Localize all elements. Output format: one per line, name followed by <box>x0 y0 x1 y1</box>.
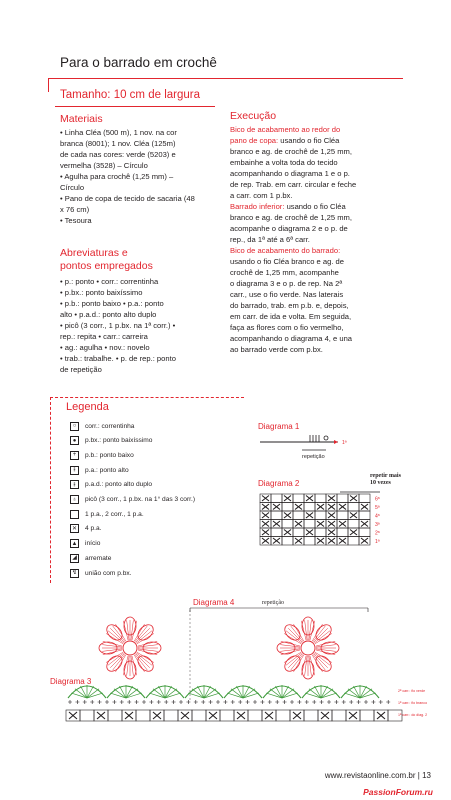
sc-mark <box>157 700 161 704</box>
cross-mark <box>317 538 324 544</box>
flower-stitch <box>138 650 157 655</box>
cross-mark <box>273 521 280 527</box>
abbreviations-list <box>60 276 232 375</box>
cross-mark <box>295 504 302 510</box>
grid-cell <box>271 494 282 503</box>
abbreviations-heading <box>60 247 153 273</box>
band-cell <box>304 710 318 721</box>
flower-stitch <box>301 621 306 640</box>
list-item: • p.: ponto • corr.: correntinha <box>60 277 159 286</box>
execution-line: em carr. de ida e volta. Em seguida, <box>230 312 352 321</box>
cross-mark <box>181 712 189 719</box>
sc-mark <box>179 700 183 704</box>
watermark: PassionForum.ru <box>363 787 433 797</box>
legend-item <box>70 479 152 491</box>
cross-mark <box>361 521 368 527</box>
legend-item <box>70 494 195 506</box>
band-cell <box>136 710 150 721</box>
sc-mark <box>194 700 198 704</box>
execution-line: faça as flores com o fio vermelho, <box>230 323 344 332</box>
execution-line: do barrado, trab. em p.b. e, depois, <box>230 301 349 310</box>
flower-stitch <box>280 645 300 647</box>
abbreviations-heading-line2: pontos empregados <box>60 260 153 272</box>
execution-line: acompanhando o diagrama 1 e o p. <box>230 169 350 178</box>
cross-mark <box>339 521 346 527</box>
sc-mark <box>357 700 361 704</box>
cross-mark <box>262 530 269 536</box>
band-cell <box>164 710 178 721</box>
diagram-2-repeat-line2: 10 vezes <box>370 480 391 486</box>
list-item: Círculo <box>60 183 85 192</box>
sc-mark <box>120 700 124 704</box>
legend-item-label: picô (3 corr., 1 p.bx. na 1° das 3 corr.) <box>85 496 196 503</box>
sc-mark <box>186 700 190 704</box>
scallop-stitch <box>75 689 87 698</box>
execution-subheading: Barrado inferior: <box>230 202 285 211</box>
execution-line: pano de copa: usando o fio Cléa <box>230 136 340 145</box>
footer-site[interactable]: www.revistaonline.com.br <box>324 771 416 780</box>
chain-symbol-icon: ○ <box>70 422 79 431</box>
sc-mark <box>90 700 94 704</box>
cross-mark <box>273 504 280 510</box>
grid-cell <box>271 511 282 520</box>
sc-mark <box>112 700 116 704</box>
page-number: 13 <box>422 771 431 780</box>
cross-mark <box>349 712 357 719</box>
cross-mark <box>265 712 273 719</box>
sc-mark <box>386 700 390 704</box>
grid-cell <box>337 511 348 520</box>
legend-item-label: início <box>85 540 101 548</box>
diagram-4-label: Diagrama 4 <box>193 598 235 607</box>
legend-item <box>70 435 152 447</box>
grid-cell <box>282 537 293 546</box>
scallop-stitch <box>309 689 321 698</box>
double-crochet-symbol-icon: ⫲ <box>70 466 79 475</box>
sc-mark <box>209 700 213 704</box>
scallop-stitch <box>348 689 360 698</box>
grid-cell <box>337 494 348 503</box>
sc-mark <box>312 700 316 704</box>
scallop-stitch <box>165 689 177 698</box>
flower-stitch <box>131 620 133 640</box>
flower-center <box>123 641 137 655</box>
band-cell <box>248 710 262 721</box>
flower-stitch <box>281 650 300 655</box>
row-label: 1ª <box>375 539 380 545</box>
list-item: • ag.: agulha • nov.: novelo <box>60 343 150 352</box>
sc-mark <box>371 700 375 704</box>
flower-stitch <box>316 649 336 651</box>
list-item: de repetição <box>60 365 102 374</box>
row-label: 6ª <box>375 496 380 503</box>
scallop-stitch <box>360 689 372 698</box>
cross-mark <box>377 712 385 719</box>
diagram-1-repeat-label: repetição <box>302 454 325 460</box>
materials-heading: Materiais <box>60 113 103 125</box>
execution-subheading: pano de copa: <box>230 136 279 145</box>
legend-item <box>70 567 132 579</box>
scallop-stitch <box>204 689 216 698</box>
legend-item <box>70 538 100 550</box>
cross-mark <box>361 538 368 544</box>
sc-mark <box>201 700 205 704</box>
picot-symbol-icon: ♁ <box>70 495 79 504</box>
execution-line: acompanhando o diagrama 4, e una <box>230 334 353 343</box>
legend-title: Legenda <box>66 401 109 413</box>
list-item: • Linha Cléa (500 m), 1 nov. na cor <box>60 128 177 137</box>
list-item: x 76 cm) <box>60 205 90 214</box>
cross-mark <box>262 513 269 519</box>
legend-item <box>70 523 102 535</box>
grid-cell <box>293 511 304 520</box>
sc-mark <box>334 700 338 704</box>
legend-item-label: p.b.: ponto baixo <box>85 451 134 459</box>
list-item: • Agulha para crochê (1,25 mm) – <box>60 172 174 181</box>
scallop-stitch <box>282 689 294 698</box>
sc-mark <box>327 700 331 704</box>
sc-mark <box>349 700 353 704</box>
execution-line: rep., da 1ª até a 6ª carr. <box>230 235 310 244</box>
flower-stitch <box>305 656 307 676</box>
row-label: 4ª <box>375 513 380 520</box>
cross-mark <box>339 538 346 544</box>
flower-stitch <box>131 656 133 676</box>
band-cell <box>108 710 122 721</box>
finish-symbol-icon: ◢ <box>70 554 79 563</box>
cross-mark <box>321 712 329 719</box>
grid-cell <box>315 528 326 537</box>
cross-mark <box>295 521 302 527</box>
legend-item <box>70 420 134 432</box>
cross-mark <box>209 712 217 719</box>
cross-mark <box>306 496 313 502</box>
scallop-stitch <box>243 689 255 698</box>
band-cell <box>332 710 346 721</box>
sc-mark <box>320 700 324 704</box>
sc-mark <box>223 700 227 704</box>
row-label: 2ª <box>375 530 380 537</box>
diagram-2-repeat-note <box>370 473 401 487</box>
flower-stitch <box>301 656 306 675</box>
execution-heading: Execução <box>230 110 277 122</box>
sc-mark <box>135 700 139 704</box>
sc-mark <box>238 700 242 704</box>
grid-cell <box>282 520 293 529</box>
list-item: • p.b.: ponto baixo • p.a.: ponto <box>60 299 164 308</box>
diagram-4-repeat-label: repetição <box>262 600 284 606</box>
diagram-1-chart <box>258 432 358 462</box>
execution-line: Bico de acabamento do barrado: <box>230 246 341 255</box>
flower-stitch <box>127 656 129 676</box>
cross-mark <box>125 712 133 719</box>
legend-item-label: 1 p.a., 2 corr., 1 p.a. <box>85 510 144 518</box>
page-title: Para o barrado em crochê <box>60 55 217 70</box>
flower-stitch <box>103 650 122 655</box>
open-mesh-symbol-icon <box>70 510 79 519</box>
flower-stitch <box>102 649 122 651</box>
cross-mark <box>328 504 335 510</box>
list-item: branca (8001); 1 nov. Cléa (125m) <box>60 139 176 148</box>
execution-text <box>230 124 410 355</box>
band-cell <box>276 710 290 721</box>
flower-stitch <box>138 645 158 647</box>
cross-mark <box>328 530 335 536</box>
diagram-1-row-label: 1ª <box>342 440 347 446</box>
scallop-stitch <box>321 689 333 698</box>
cross-mark <box>317 521 324 527</box>
sc-mark <box>342 700 346 704</box>
cross-mark <box>317 504 324 510</box>
list-item: vermelha (3528) – Círculo <box>60 161 148 170</box>
flower-stitch <box>309 656 311 676</box>
grid-cell <box>282 503 293 512</box>
list-item: • Pano de copa de tecido de sacaria (48 <box>60 194 195 203</box>
cross-mark <box>237 712 245 719</box>
sc-mark <box>253 700 257 704</box>
sc-mark <box>68 700 72 704</box>
list-item: alto • p.a.d.: ponto alto duplo <box>60 310 157 319</box>
grid-cell <box>348 537 359 546</box>
band-cell <box>80 710 94 721</box>
flower-stitch <box>103 641 122 646</box>
grid-cell <box>348 520 359 529</box>
cross-mark <box>153 712 161 719</box>
sc-mark <box>142 700 146 704</box>
legend-item-label: união com p.bx. <box>85 569 132 577</box>
cross-mark <box>69 712 77 719</box>
flower-stitch <box>127 620 129 640</box>
flower-stitch <box>102 645 122 647</box>
grid-cell <box>337 528 348 537</box>
band-cell <box>360 710 374 721</box>
sc-mark <box>297 700 301 704</box>
grid-cell <box>293 494 304 503</box>
cross-mark <box>328 521 335 527</box>
cross-mark <box>97 712 105 719</box>
sc-mark <box>268 700 272 704</box>
flower-stitch <box>132 656 137 675</box>
grid-cell <box>304 537 315 546</box>
title-divider <box>48 78 403 79</box>
cross-mark <box>350 530 357 536</box>
scallop-stitch <box>153 689 165 698</box>
cross-mark <box>262 496 269 502</box>
execution-line: de rep. Trab. em carr. circular e feche <box>230 180 357 189</box>
flower-stitch <box>316 645 336 647</box>
sc-mark <box>379 700 383 704</box>
cross-mark <box>262 521 269 527</box>
sc-mark <box>75 700 79 704</box>
grid-cell <box>293 528 304 537</box>
sc-mark <box>246 700 250 704</box>
band-cell <box>220 710 234 721</box>
execution-line: branco e ag. de crochê de 1,25 mm, <box>230 147 352 156</box>
slip-stitch-symbol-icon: ● <box>70 436 79 445</box>
size-heading: Tamanho: 10 cm de largura <box>60 89 200 101</box>
sc-mark <box>231 700 235 704</box>
flower-stitch <box>309 620 311 640</box>
execution-line: Bico de acabamento ao redor do <box>230 125 341 134</box>
scallop-stitch <box>192 689 204 698</box>
sc-mark <box>149 700 153 704</box>
execution-line: carr., use o fio verde. Nas laterais <box>230 290 344 299</box>
legend-item-label: corr.: correntinha <box>85 422 135 430</box>
scallop-stitch <box>231 689 243 698</box>
sc-mark <box>172 700 176 704</box>
row-label: 2ª carr.: fio verde <box>398 689 426 693</box>
legend-item-label: p.a.: ponto alto <box>85 466 129 474</box>
grid-cell <box>315 511 326 520</box>
diagram-2-repeat-line1: repetir mais <box>370 473 401 479</box>
sc-mark <box>127 700 131 704</box>
footer-separator: | <box>417 771 423 780</box>
cross-mark <box>273 538 280 544</box>
grid-cell <box>304 520 315 529</box>
repeat-bracket <box>190 608 368 612</box>
flower-stitch <box>132 621 137 640</box>
diagram-2-chart <box>258 490 418 550</box>
sc-mark <box>216 700 220 704</box>
list-item: de cada nas cores: verde (5203) e <box>60 150 176 159</box>
sc-mark <box>105 700 109 704</box>
legend-item <box>70 552 111 564</box>
scallop-stitch <box>87 689 99 698</box>
execution-line: acompanhe o diagrama 2 e o p. de <box>230 224 348 233</box>
title-divider-tick <box>48 78 49 92</box>
flower-stitch <box>281 641 300 646</box>
legend-item-label: 4 p.a. <box>85 525 102 533</box>
sc-mark <box>305 700 309 704</box>
legend-item-label: p.a.d.: ponto alto duplo <box>85 481 153 489</box>
scallop-stitch <box>270 689 282 698</box>
scallop-stitch <box>126 689 138 698</box>
grid-cell <box>359 511 370 520</box>
execution-line: branco e ag. de crochê de 1,25 mm, <box>230 213 352 222</box>
flower-stitch <box>316 641 335 646</box>
grid-cell <box>304 503 315 512</box>
cross-mark <box>262 504 269 510</box>
cross-mark <box>306 513 313 519</box>
flower-stitch <box>138 641 157 646</box>
legend-item <box>70 508 144 520</box>
execution-line: crochê de 1,25 mm, acompanhe <box>230 268 339 277</box>
execution-line: ao barrado verde com p.bx. <box>230 345 323 354</box>
cross-mark <box>295 538 302 544</box>
flower-center <box>301 641 315 655</box>
row-label: 3ª <box>375 522 380 528</box>
cross-mark <box>284 513 291 519</box>
legend-item <box>70 449 134 461</box>
row-label: 1ª carr.: do diag. 2 <box>398 713 428 717</box>
flower-stitch <box>123 621 128 640</box>
band-cell <box>192 710 206 721</box>
sc-mark <box>275 700 279 704</box>
single-crochet-symbol-icon: + <box>70 451 79 460</box>
legend-item-label: arremate <box>85 554 112 562</box>
scallop-stitch <box>114 689 126 698</box>
cross-mark <box>262 538 269 544</box>
cross-mark <box>350 513 357 519</box>
cross-mark <box>339 504 346 510</box>
flower-stitch <box>316 650 335 655</box>
cross-mark <box>361 504 368 510</box>
join-symbol-icon: ↯ <box>71 570 78 576</box>
sc-mark <box>98 700 102 704</box>
list-item: • Tesoura <box>60 216 92 225</box>
cross-mark <box>306 530 313 536</box>
flower-stitch <box>310 621 315 640</box>
flower-stitch <box>305 620 307 640</box>
diagram-3-4-chart <box>60 606 430 736</box>
cross-mark <box>293 712 301 719</box>
start-symbol-icon: ▲ <box>71 540 78 547</box>
grid-cell <box>271 528 282 537</box>
list-item: rep.: repita • carr.: carreira <box>60 332 148 341</box>
execution-line: a carr. com 1 p.bx. <box>230 191 293 200</box>
size-underline <box>55 106 215 107</box>
sc-mark <box>364 700 368 704</box>
abbreviations-heading-line1: Abreviaturas e <box>60 247 128 259</box>
row-label: 5ª <box>375 505 380 511</box>
cross-mark <box>328 538 335 544</box>
diagram-1-label: Diagrama 1 <box>258 422 300 431</box>
execution-line: embainhe a volta toda do tecido <box>230 158 338 167</box>
sc-mark <box>164 700 168 704</box>
sc-mark <box>290 700 294 704</box>
grid-cell <box>348 503 359 512</box>
legend-item <box>70 464 129 476</box>
legend-item-label: p.bx.: ponto baixíssimo <box>85 437 153 445</box>
sc-mark <box>260 700 264 704</box>
flower-stitch <box>138 649 158 651</box>
sc-mark <box>283 700 287 704</box>
four-dc-symbol-icon: ✕ <box>71 525 78 532</box>
execution-line: usando o fio Cléa branco e ag. de <box>230 257 344 266</box>
flower-stitch <box>123 656 128 675</box>
grid-cell <box>359 528 370 537</box>
cross-mark <box>328 496 335 502</box>
treble-crochet-symbol-icon: ⫲ <box>70 480 79 489</box>
diagram-3-label: Diagrama 3 <box>50 677 92 686</box>
cross-mark <box>284 530 291 536</box>
grid-cell <box>359 494 370 503</box>
list-item: • p.bx.: ponto baixíssimo <box>60 288 143 297</box>
execution-line: o diagrama 3 e o p. de rep. Na 2ª <box>230 279 343 288</box>
list-item: • picô (3 corr., 1 p.bx. na 1ª corr.) • <box>60 321 176 330</box>
cross-mark <box>328 513 335 519</box>
sc-mark <box>83 700 87 704</box>
flower-stitch <box>310 656 315 675</box>
diagram-2-label: Diagrama 2 <box>258 479 300 488</box>
flower-stitch <box>280 649 300 651</box>
cross-mark <box>284 496 291 502</box>
footer <box>325 771 431 780</box>
list-item: • trab.: trabalhe. • p. de rep.: ponto <box>60 354 176 363</box>
grid-cell <box>315 494 326 503</box>
cross-mark <box>350 496 357 502</box>
materials-list <box>60 127 230 226</box>
execution-line: Barrado inferior: usando o fio Cléa <box>230 202 346 211</box>
row-label: 1ª carr.: fio branco <box>398 701 428 705</box>
